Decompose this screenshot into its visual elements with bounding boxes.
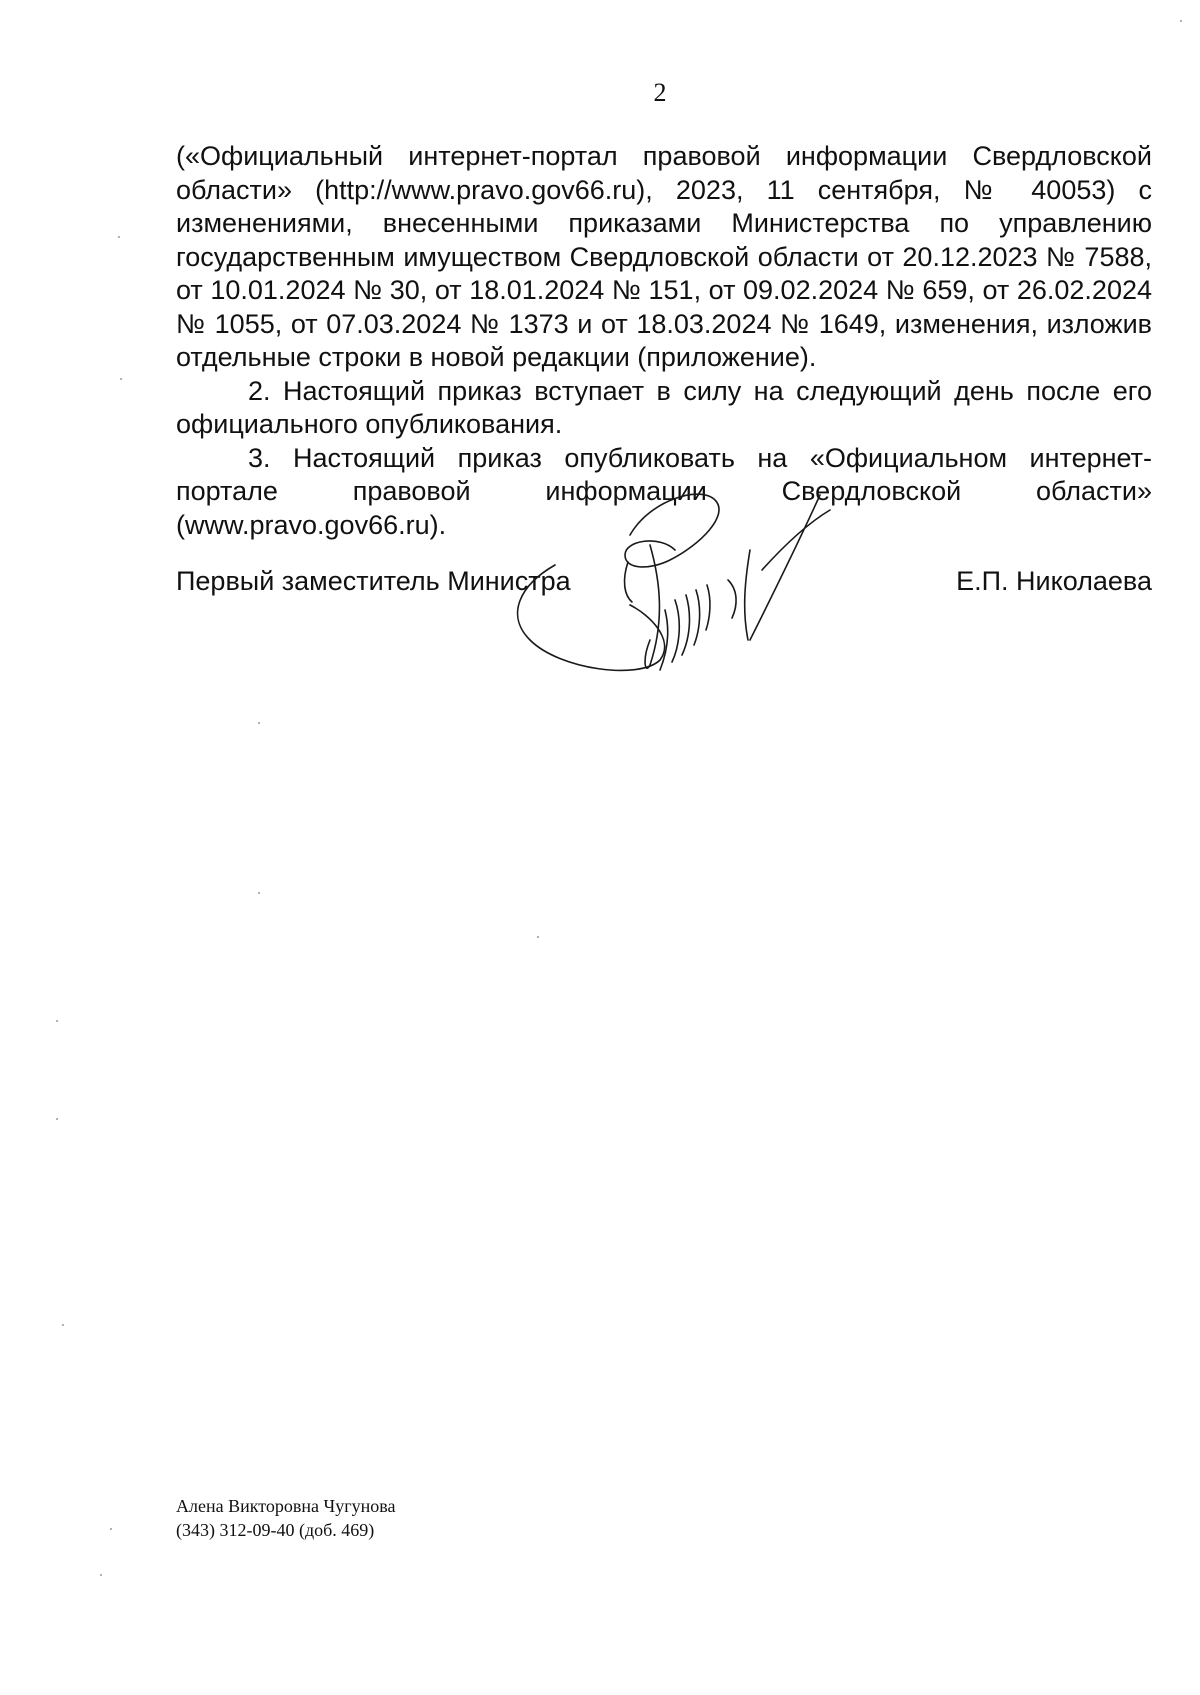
scan-speck [537, 936, 539, 938]
signer-position: Первый заместитель Министра [176, 566, 571, 596]
paragraph-effective-date: 2. Настоящий приказ вступает в силу на следующий день после его официального опубликования. [176, 375, 1152, 439]
contact-name: Алена Викторовна Чугунова [176, 1496, 396, 1516]
scan-speck [258, 722, 260, 724]
handwritten-signature [500, 490, 840, 700]
contact-info [176, 1494, 395, 1542]
signer-name: Е.П. Николаева [956, 566, 1152, 596]
scan-speck [56, 1020, 58, 1022]
document-body [176, 140, 1152, 542]
scan-speck [258, 892, 260, 894]
contact-phone: (343) 312-09-40 (доб. 469) [176, 1520, 375, 1540]
scan-speck [118, 236, 120, 238]
page-number: 2 [653, 78, 667, 107]
scan-speck [120, 378, 122, 380]
scan-speck [56, 1118, 58, 1120]
paragraph-publication: 3. Настоящий приказ опубликовать на «Официальном интернет-портале правовой информации Свердловской области» (www.pravo.gov66.ru). [176, 442, 1152, 540]
paragraph-continuation: («Официальный интернет-портал правовой информации Свердловской области» (http://www.pravo.gov66.ru), 2023, 11 сентября, № 40053) с изменениями, внесенными приказами Министерства по управлению государственным имуществом Свердловской области от 20.12.2023 № 7588, от 10.01.2024 № 30, от 18.01.2024 № 151, от 09.02.2024 № 659, от 26.02.2024 № 1055, от 07.03.2024 № 1373 и от 18.03.2024 № 1649, изменения, изложив отдельные строки в новой редакции (приложение). [176, 141, 1152, 372]
scan-speck [62, 1324, 64, 1326]
scan-speck [1180, 20, 1182, 22]
scan-speck [100, 1574, 102, 1576]
scan-speck [110, 1528, 112, 1530]
